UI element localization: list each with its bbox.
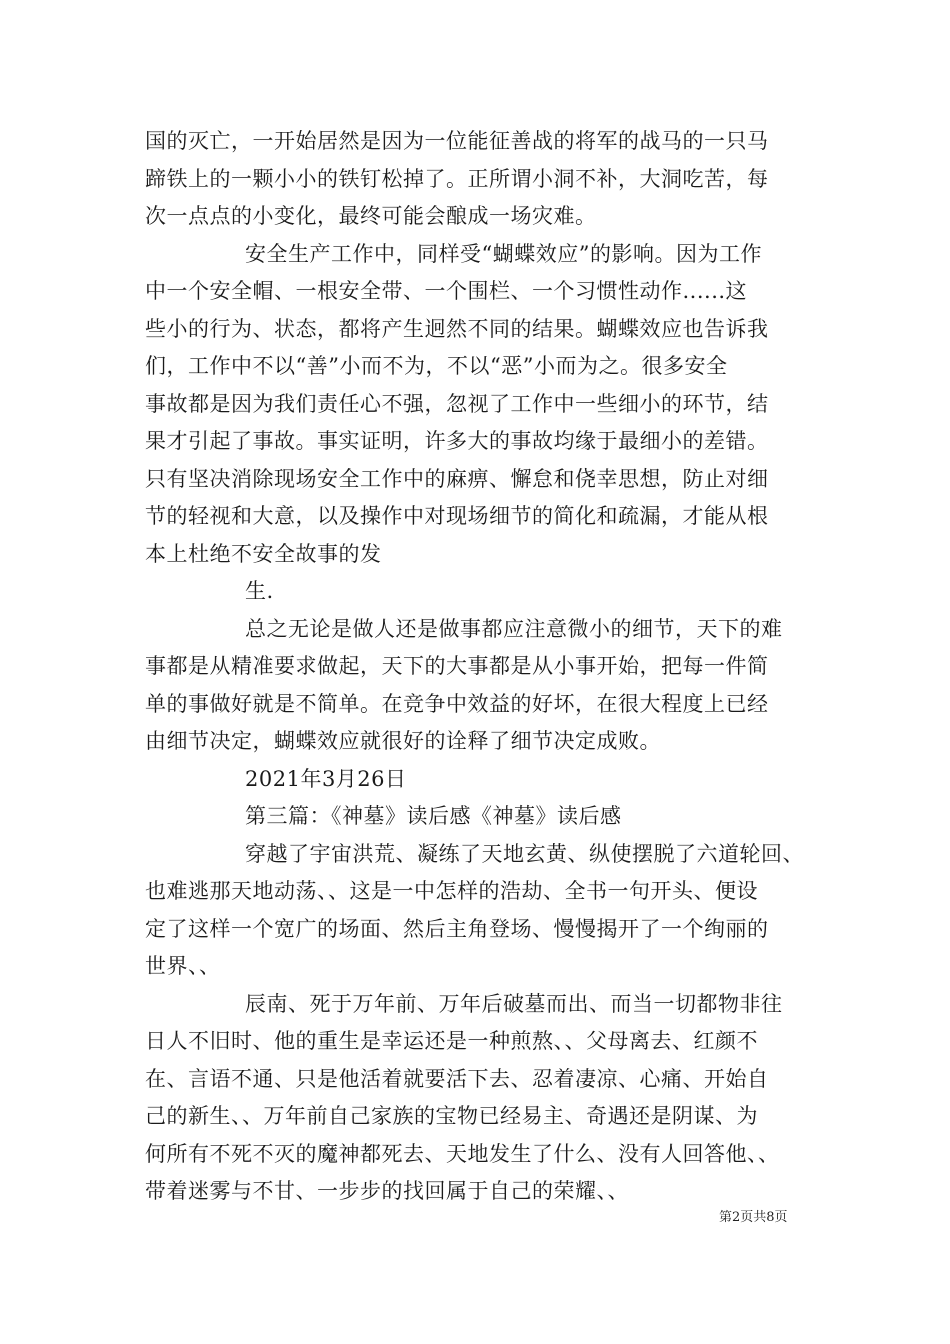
text-line: 带着迷雾与不甘、一步步的找回属于自己的荣耀、、 bbox=[145, 1179, 629, 1203]
text-line: 日人不旧时、他的重生是幸运还是一种煎熬、、父母离去、红颜不 bbox=[145, 1029, 758, 1053]
text-line: 果才引起了事故。事实证明，许多大的事故均缘于最细小的差错。 bbox=[145, 429, 769, 453]
text-line: 本上杜绝不安全故事的发 bbox=[145, 542, 382, 566]
text-line: 穿越了宇宙洪荒、凝练了天地玄黄、纵使摆脱了六道轮回、 bbox=[245, 842, 804, 866]
text-line: 定了这样一个宽广的场面、然后主角登场、慢慢揭开了一个绚丽的 bbox=[145, 917, 769, 941]
page-number: 第2页共8页 bbox=[719, 1210, 788, 1225]
text-line: 在、言语不通、只是他活着就要活下去、忍着凄凉、心痛、开始自 bbox=[145, 1067, 769, 1091]
text-line: 也难逃那天地动荡、、这是一中怎样的浩劫、全书一句开头、便设 bbox=[145, 879, 758, 903]
text-line: 节的轻视和大意，以及操作中对现场细节的简化和疏漏，才能从根 bbox=[145, 504, 769, 528]
text-line: 安全生产工作中，同样受“蝴蝶效应”的影响。因为工作 bbox=[245, 242, 762, 266]
text-line: 次一点点的小变化，最终可能会酿成一场灾难。 bbox=[145, 204, 597, 228]
text-line: 国的灭亡，一开始居然是因为一位能征善战的将军的战马的一只马 bbox=[145, 129, 769, 153]
text-line: 只有坚决消除现场安全工作中的麻痹、懈怠和侥幸思想，防止对细 bbox=[145, 467, 769, 491]
text-line: 由细节决定，蝴蝶效应就很好的诠释了细节决定成败。 bbox=[145, 729, 661, 753]
date-line: 2021年3月26日 bbox=[245, 767, 407, 791]
text-line: 总之无论是做人还是做事都应注意微小的细节，天下的难 bbox=[245, 617, 783, 641]
text-line: 生. bbox=[245, 579, 274, 603]
text-line: 事故都是因为我们责任心不强，忽视了工作中一些细小的环节，结 bbox=[145, 392, 769, 416]
text-line: 事都是从精准要求做起，天下的大事都是从小事开始，把每一件简 bbox=[145, 654, 769, 678]
text-line: 单的事做好就是不简单。在竞争中效益的好坏，在很大程度上已经 bbox=[145, 692, 769, 716]
text-line: 己的新生、、万年前自己家族的宝物已经易主、奇遇还是阴谋、为 bbox=[145, 1104, 758, 1128]
text-line: 蹄铁上的一颗小小的铁钉松掉了。正所谓小洞不补，大洞吃苦，每 bbox=[145, 167, 769, 191]
text-line: 些小的行为、状态，都将产生迥然不同的结果。蝴蝶效应也告诉我 bbox=[145, 317, 769, 341]
section-heading: 第三篇：《神墓》读后感《神墓》读后感 bbox=[245, 804, 622, 828]
text-line: 中一个安全帽、一根安全带、一个围栏、一个习惯性动作......这 bbox=[145, 279, 748, 303]
text-line: 何所有不死不灭的魔神都死去、天地发生了什么、没有人回答他、、 bbox=[145, 1142, 780, 1166]
text-line: 世界、、 bbox=[145, 954, 221, 978]
text-line: 们，工作中不以“善”小而不为，不以“恶”小而为之。很多安全 bbox=[145, 354, 728, 378]
text-line: 辰南、死于万年前、万年后破墓而出、而当一切都物非往 bbox=[245, 992, 783, 1016]
